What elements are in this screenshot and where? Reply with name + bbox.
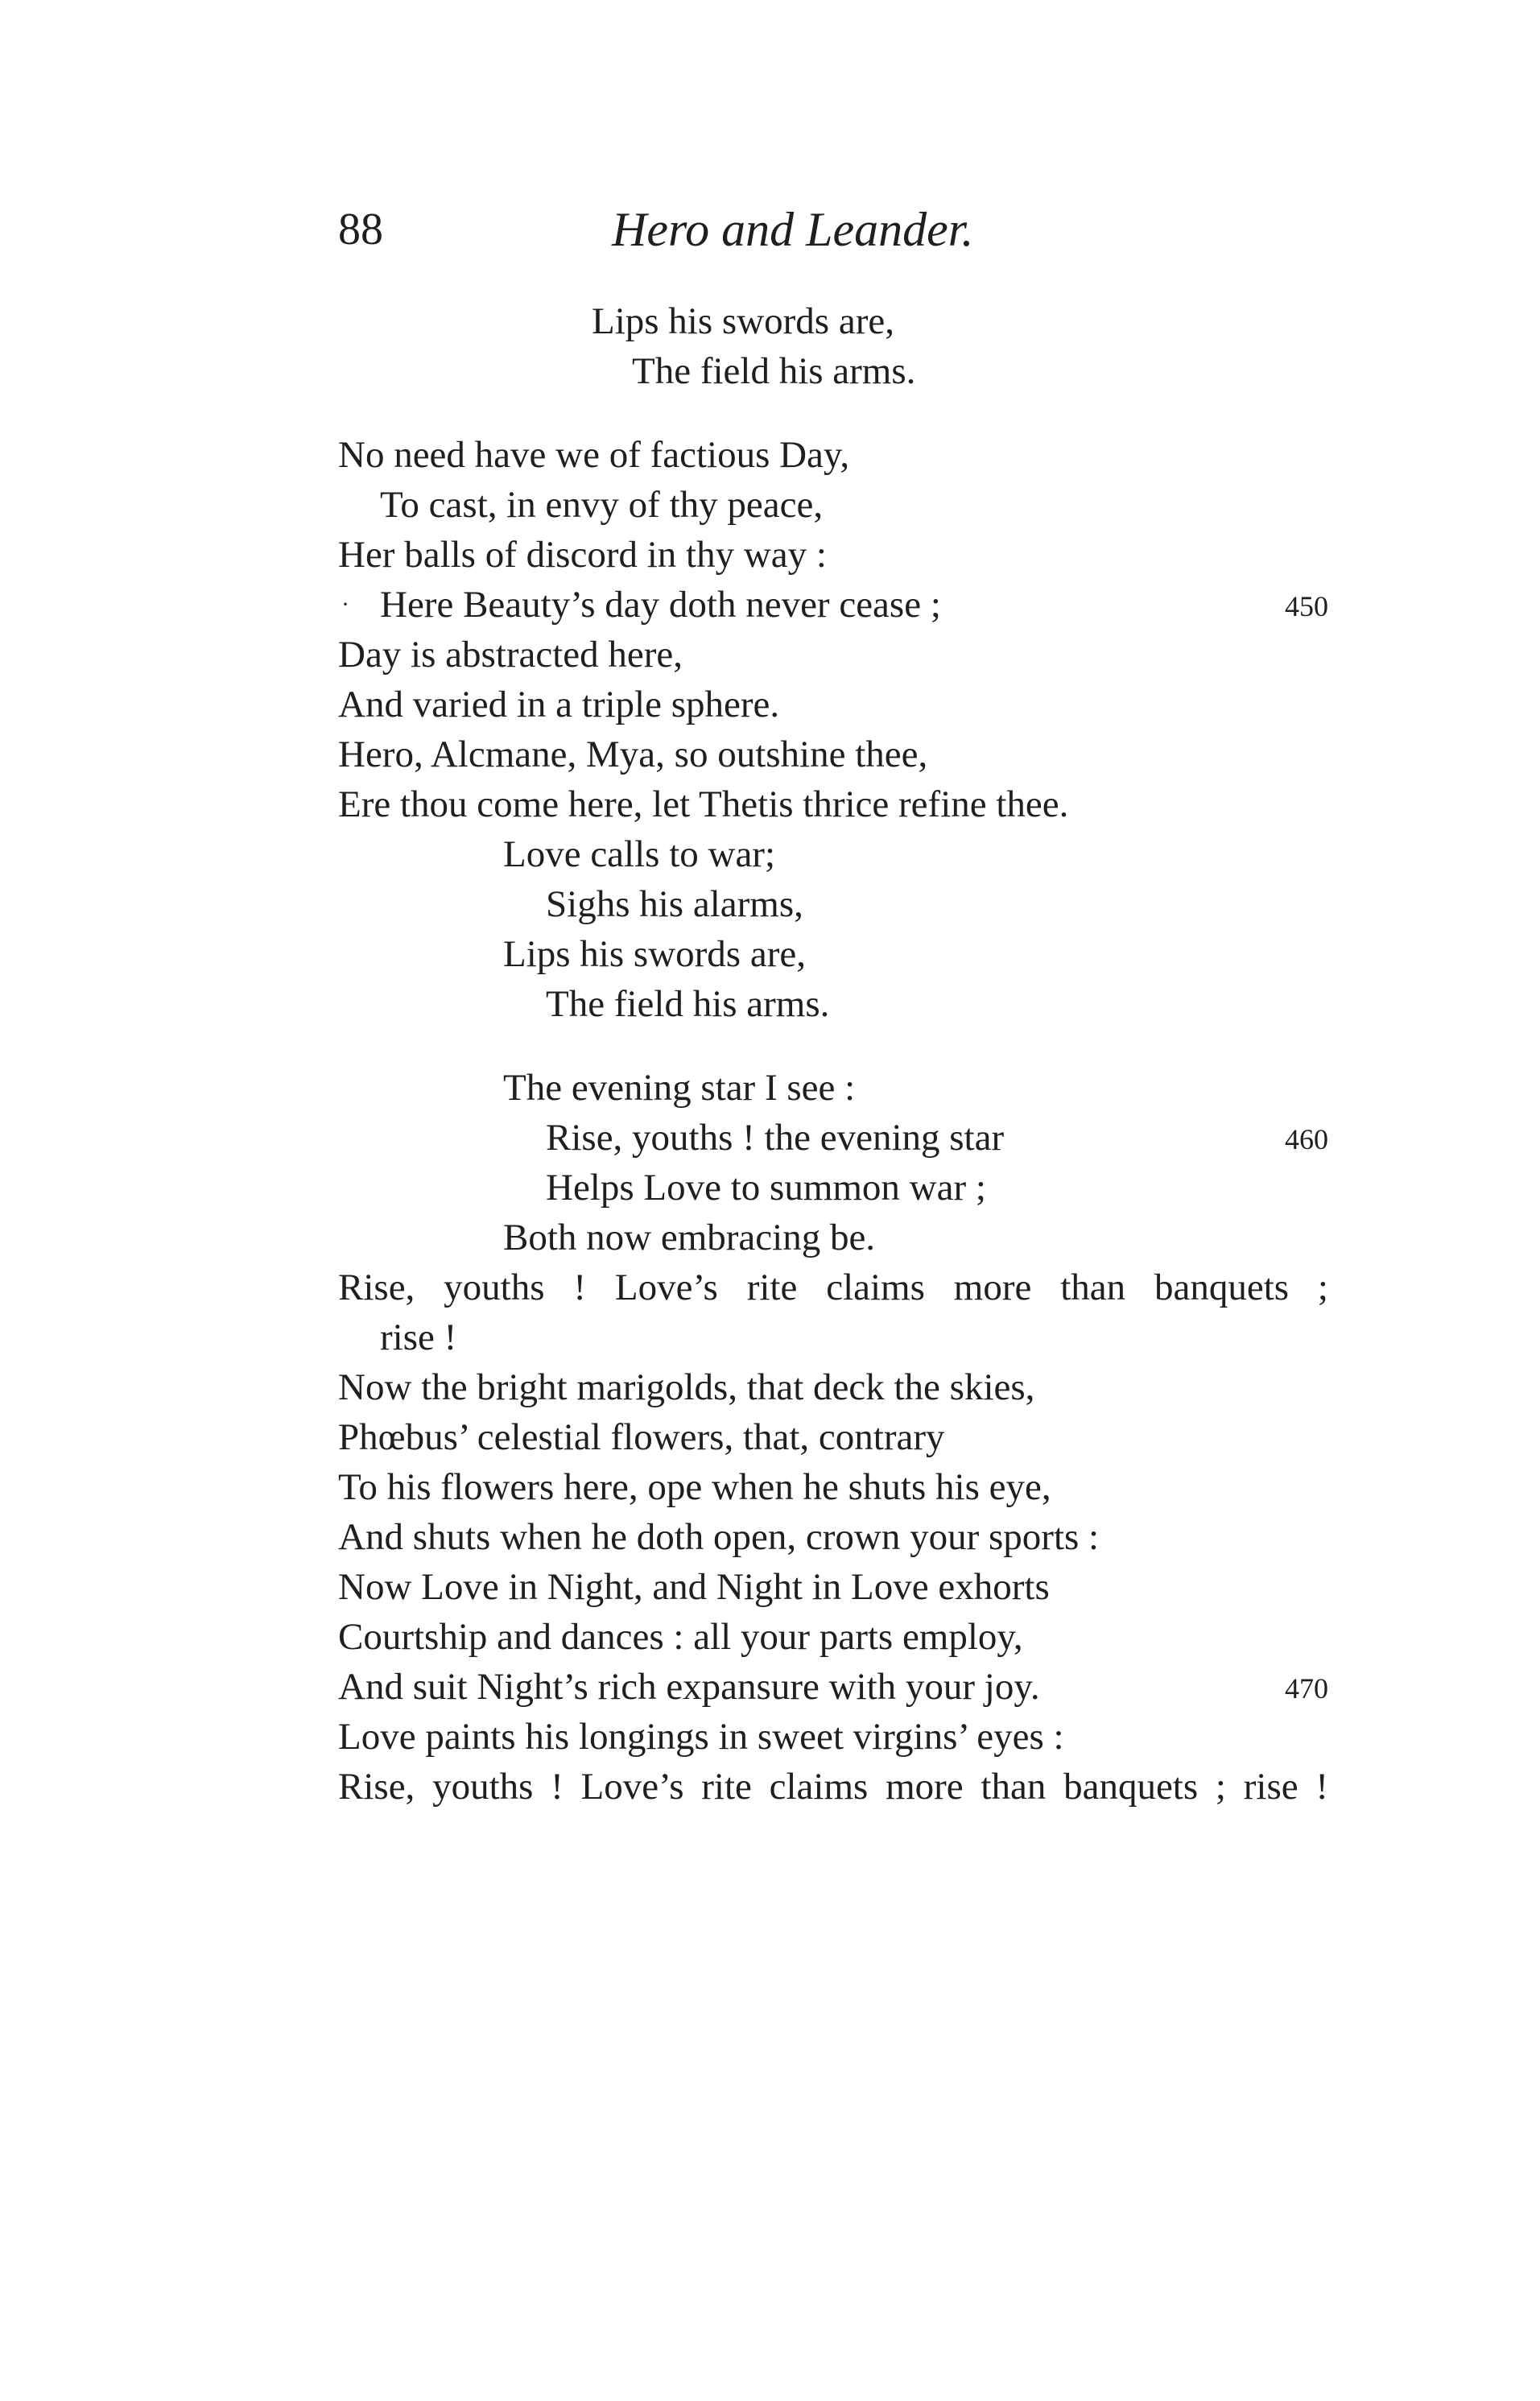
verse-line: Lips his swords are,: [592, 300, 894, 342]
verse-line: Rise, youths ! the evening star 460: [338, 1113, 1328, 1163]
verse-line: And varied in a triple sphere.: [338, 684, 780, 725]
verse-line: Now the bright marigolds, that deck the skies,: [338, 1366, 1035, 1408]
verse-line: Phœbus’ celestial flowers, that, contrary: [338, 1416, 945, 1458]
verse-line: And shuts when he doth open, crown your sports :: [338, 1516, 1100, 1558]
verse-line: Now Love in Night, and Night in Love exhorts: [338, 1566, 1050, 1608]
verse-line: The field his arms.: [546, 983, 830, 1025]
verse-line: Helps Love to summon war ;: [546, 1167, 986, 1209]
verse-line: Rise, youths ! Love’s rite claims more than banquets ;: [338, 1267, 1328, 1308]
verse-line: Hero, Alcmane, Mya, so outshine thee,: [338, 734, 928, 775]
verse-line: Ere thou come here, let Thetis thrice refine thee.: [338, 783, 1069, 825]
line-number: 450: [1285, 590, 1328, 622]
verse-line: Love calls to war;: [503, 833, 776, 875]
verse-line: The evening star I see :: [503, 1067, 856, 1109]
page-header: [338, 201, 1328, 266]
line-number: 460: [1285, 1123, 1328, 1155]
verse-line: Courtship and dances : all your parts employ,: [338, 1616, 1023, 1658]
verse-line: Sighs his alarms,: [546, 883, 803, 925]
verse-line: And suit Night’s rich expansure with your joy. 470: [338, 1662, 1328, 1712]
verse-line: Both now embracing be.: [503, 1217, 876, 1258]
verse-line: Rise, youths ! Love’s rite claims more than banquets ; rise !: [338, 1766, 1328, 1808]
page-number: 88: [338, 205, 383, 254]
verse-line: To cast, in envy of thy peace,: [380, 484, 824, 526]
verse-line: To his flowers here, ope when he shuts his eye,: [338, 1466, 1051, 1508]
verse-line: Day is abstracted here,: [338, 634, 683, 676]
verse-line: Lips his swords are,: [503, 933, 806, 975]
verse-line: No need have we of factious Day,: [338, 434, 850, 476]
verse-line: Her balls of discord in thy way :: [338, 534, 827, 576]
margin-mark: ·: [341, 591, 349, 618]
verse-line: Love paints his longings in sweet virgins’ eyes :: [338, 1716, 1064, 1758]
verse-line: The field his arms.: [632, 350, 916, 392]
verse-line: rise !: [380, 1316, 457, 1358]
verse-line: · Here Beauty’s day doth never cease ; 450: [338, 580, 1328, 630]
poem-verse: [338, 296, 1328, 1812]
running-title: Hero and Leander.: [612, 203, 974, 256]
line-number: 470: [1285, 1672, 1328, 1705]
